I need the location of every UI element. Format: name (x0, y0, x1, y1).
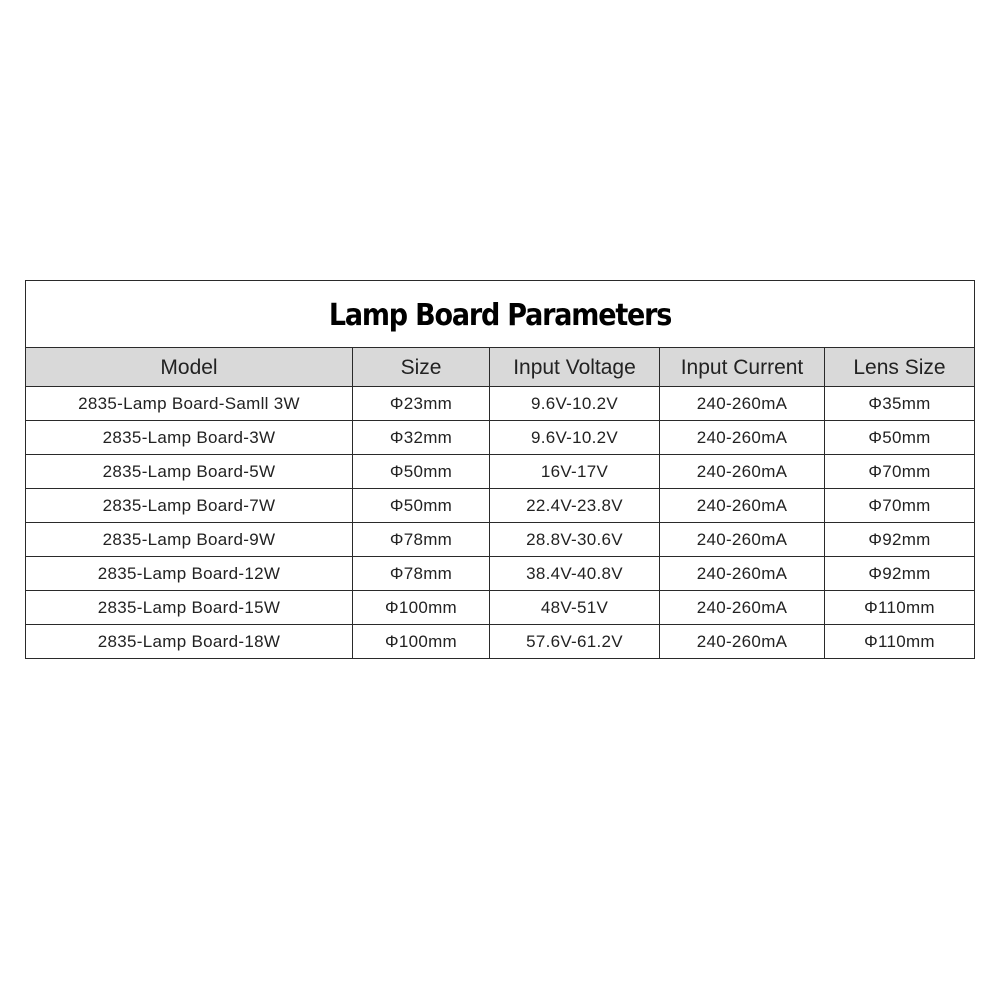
table-row (26, 523, 975, 557)
table-row (26, 489, 975, 523)
table-title-cell (26, 281, 975, 348)
cell-input-current: 240-260mA (660, 489, 825, 523)
table-row (26, 591, 975, 625)
column-header-input-voltage: Input Voltage (490, 348, 660, 387)
table-row (26, 421, 975, 455)
cell-input-current: 240-260mA (660, 557, 825, 591)
cell-input-voltage: 57.6V-61.2V (490, 625, 660, 659)
cell-input-voltage: 38.4V-40.8V (490, 557, 660, 591)
cell-input-current: 240-260mA (660, 387, 825, 421)
cell-input-voltage: 48V-51V (490, 591, 660, 625)
table-row (26, 387, 975, 421)
cell-size: Φ23mm (353, 387, 490, 421)
cell-model: 2835-Lamp Board-12W (26, 557, 353, 591)
cell-input-current: 240-260mA (660, 455, 825, 489)
table-row (26, 455, 975, 489)
cell-lens-size: Φ50mm (825, 421, 975, 455)
cell-model: 2835-Lamp Board-9W (26, 523, 353, 557)
cell-size: Φ78mm (353, 523, 490, 557)
cell-input-voltage: 9.6V-10.2V (490, 387, 660, 421)
cell-model: 2835-Lamp Board-5W (26, 455, 353, 489)
cell-input-voltage: 28.8V-30.6V (490, 523, 660, 557)
lamp-board-parameters-table (25, 280, 975, 659)
cell-size: Φ100mm (353, 625, 490, 659)
cell-lens-size: Φ110mm (825, 591, 975, 625)
cell-model: 2835-Lamp Board-7W (26, 489, 353, 523)
header-row (26, 348, 975, 387)
cell-input-current: 240-260mA (660, 523, 825, 557)
column-header-input-current: Input Current (660, 348, 825, 387)
cell-model: 2835-Lamp Board-Samll 3W (26, 387, 353, 421)
cell-lens-size: Φ70mm (825, 455, 975, 489)
table-row (26, 625, 975, 659)
cell-input-current: 240-260mA (660, 421, 825, 455)
cell-input-voltage: 9.6V-10.2V (490, 421, 660, 455)
table-row (26, 557, 975, 591)
cell-lens-size: Φ92mm (825, 523, 975, 557)
cell-size: Φ78mm (353, 557, 490, 591)
table-title: Lamp Board Parameters (328, 297, 672, 333)
cell-size: Φ32mm (353, 421, 490, 455)
cell-lens-size: Φ35mm (825, 387, 975, 421)
cell-lens-size: Φ70mm (825, 489, 975, 523)
cell-size: Φ50mm (353, 455, 490, 489)
title-row (26, 281, 975, 348)
cell-model: 2835-Lamp Board-3W (26, 421, 353, 455)
cell-model: 2835-Lamp Board-18W (26, 625, 353, 659)
cell-input-current: 240-260mA (660, 625, 825, 659)
column-header-lens-size: Lens Size (825, 348, 975, 387)
cell-size: Φ100mm (353, 591, 490, 625)
cell-size: Φ50mm (353, 489, 490, 523)
cell-lens-size: Φ110mm (825, 625, 975, 659)
column-header-size: Size (353, 348, 490, 387)
cell-input-current: 240-260mA (660, 591, 825, 625)
cell-input-voltage: 16V-17V (490, 455, 660, 489)
cell-lens-size: Φ92mm (825, 557, 975, 591)
column-header-model: Model (26, 348, 353, 387)
cell-model: 2835-Lamp Board-15W (26, 591, 353, 625)
cell-input-voltage: 22.4V-23.8V (490, 489, 660, 523)
